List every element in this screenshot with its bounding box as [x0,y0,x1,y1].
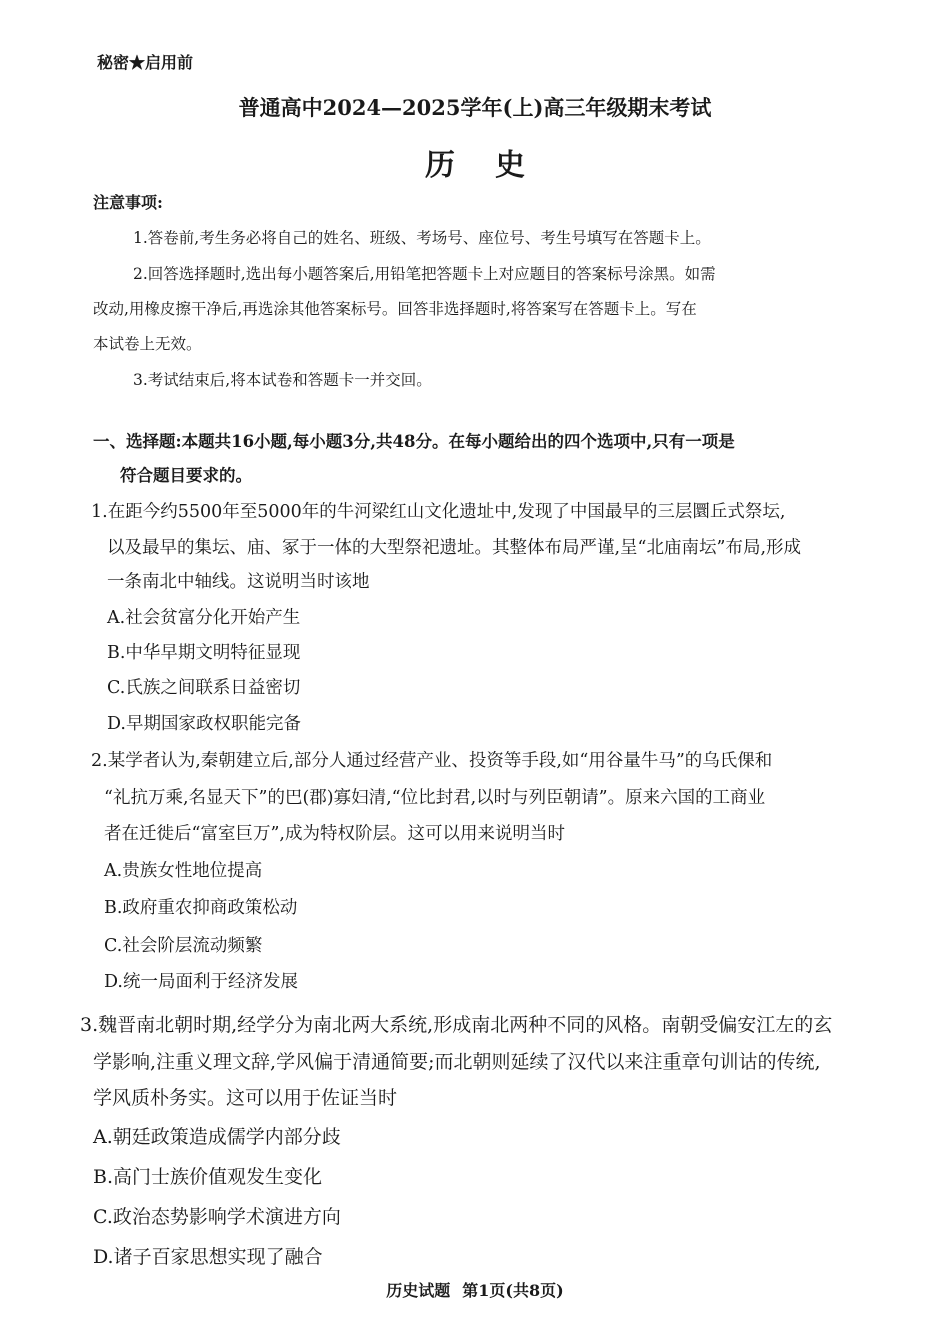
option-c: C.社会阶层流动频繁 [104,936,263,956]
notice-item-2-line-3: 本试卷上无效。 [93,335,202,353]
section-heading-line-2: 符合题目要求的。 [120,466,252,485]
question-text-line: 者在迁徙后“富室巨万”,成为特权阶层。这可以用来说明当时 [104,824,565,844]
notice-item-2-line-1: 2.回答选择题时,选出每小题答案后,用铅笔把答题卡上对应题目的答案标号涂黑。如需 [133,265,716,283]
option-d: D.统一局面利于经济发展 [104,972,298,992]
option-c: C.氏族之间联系日益密切 [107,678,301,698]
notice-item-3: 3.考试结束后,将本试卷和答题卡一并交回。 [133,371,432,389]
option-a: A.贵族女性地位提高 [104,861,263,881]
page-footer [0,1278,950,1301]
question-text-line: 2.某学者认为,秦朝建立后,部分人通过经营产业、投资等手段,如“用谷量牛马”的乌氏倮和 [91,751,773,771]
section-heading-line-1: 一、选择题:本题共16小题,每小题3分,共48分。在每小题给出的四个选项中,只有一项是 [93,432,735,451]
subject-title: 历史 [425,148,565,183]
option-b: B.高门士族价值观发生变化 [93,1166,323,1188]
exam-title: 普通高中2024—2025学年(上)高三年级期末考试 [238,95,712,120]
option-a: A.社会贫富分化开始产生 [107,608,301,628]
notice-item-1: 1.答卷前,考生务必将自己的姓名、班级、考场号、座位号、考生号填写在答题卡上。 [133,229,711,247]
confidential-label: 秘密★启用前 [97,53,194,72]
option-c: C.政治态势影响学术演进方向 [93,1206,341,1228]
question-text-line: 学风质朴务实。这可以用于佐证当时 [93,1087,398,1109]
question-text-line: 一条南北中轴线。这说明当时该地 [107,572,370,592]
option-d: D.早期国家政权职能完备 [107,714,301,734]
footer-subject: 历史试题 [386,1281,451,1300]
notice-item-2-line-2: 改动,用橡皮擦干净后,再选涂其他答案标号。回答非选择题时,将答案写在答题卡上。写在 [93,300,697,318]
option-d: D.诸子百家思想实现了融合 [93,1246,323,1268]
question-text-line: “礼抗万乘,名显天下”的巴(郡)寡妇清,“位比封君,以时与列臣朝请”。原来六国的工商业 [104,788,766,808]
notice-heading: 注意事项: [93,193,163,212]
question-text-line: 1.在距今约5500年至5000年的牛河梁红山文化遗址中,发现了中国最早的三层圜丘式祭坛, [91,502,786,522]
option-a: A.朝廷政策造成儒学内部分歧 [93,1126,341,1148]
option-b: B.政府重农抑商政策松动 [104,898,298,918]
question-text-line: 以及最早的集坛、庙、冢于一体的大型祭祀遗址。其整体布局严谨,呈“北庙南坛”布局,形成 [107,538,802,558]
option-b: B.中华早期文明特征显现 [107,643,301,663]
question-text-line: 学影响,注重义理文辞,学风偏于清通简要;而北朝则延续了汉代以来注重章句训诂的传统, [93,1051,821,1073]
question-text-line: 3.魏晋南北朝时期,经学分为南北两大系统,形成南北两种不同的风格。南朝受偏安江左的玄 [80,1014,833,1036]
footer-page-number: 第1页(共8页) [462,1281,564,1300]
